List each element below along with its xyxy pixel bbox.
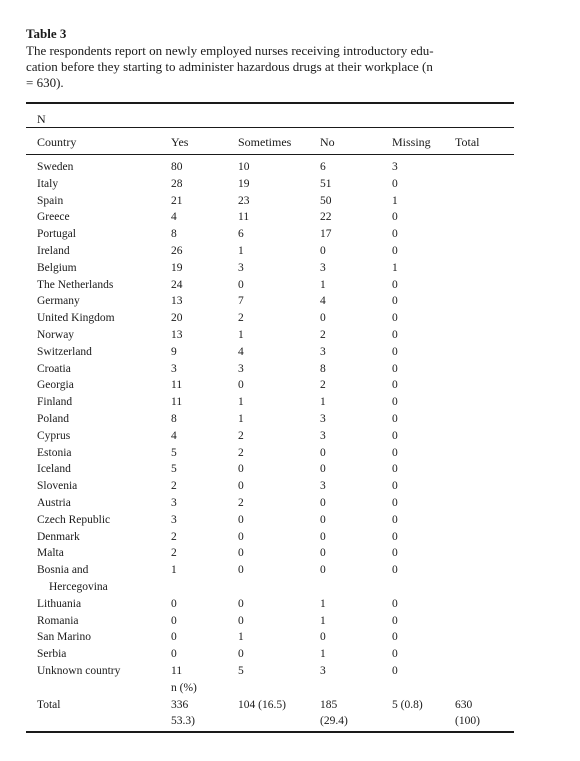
cell-yes: 8 <box>171 413 177 425</box>
cell-no: 6 <box>320 161 326 173</box>
cell-yes: 5 <box>171 446 177 459</box>
cell-missing: 1 <box>392 194 398 207</box>
cell-country: Czech Republic <box>37 513 111 526</box>
cell-no: 3 <box>320 480 326 493</box>
cell-no: 22 <box>320 211 332 224</box>
cell-country: Denmark <box>37 530 80 543</box>
cell-yes: 9 <box>171 345 177 358</box>
cell-yes: 1 <box>171 564 177 577</box>
cell-sometimes: 2 <box>238 497 244 509</box>
cell-missing: 0 <box>392 631 398 644</box>
cell-no: 2 <box>320 379 326 392</box>
cell-yes: 13 <box>171 295 183 308</box>
cell-sometimes: 0 <box>238 480 244 493</box>
cell-country: Greece <box>37 211 70 224</box>
cell-sometimes: 0 <box>238 547 244 560</box>
cell-missing: 1 <box>392 261 398 274</box>
cell-sometimes: 10 <box>238 161 250 173</box>
cell-missing: 0 <box>392 530 398 543</box>
cell-yes: 5 <box>171 463 177 476</box>
n-label: N <box>37 112 46 126</box>
cell-yes: 3 <box>171 362 177 375</box>
cell-country: Norway <box>37 329 75 341</box>
cell-country: Romania <box>37 614 79 627</box>
cell-yes: 2 <box>171 530 177 543</box>
cell-sometimes: 19 <box>238 177 250 190</box>
cell-no: 8 <box>320 362 326 375</box>
cell-missing: 0 <box>392 245 398 257</box>
header-sometimes: Sometimes <box>238 135 292 149</box>
cell-sometimes: 0 <box>238 564 244 577</box>
total-total: 630 <box>455 698 473 711</box>
cell-missing: 0 <box>392 513 398 526</box>
cell-no: 0 <box>320 312 326 325</box>
cell-country: Sweden <box>37 161 74 173</box>
cell-missing: 0 <box>392 429 398 442</box>
cell-yes: 3 <box>171 513 177 526</box>
cell-country: Italy <box>37 177 59 190</box>
total-sometimes: 104 (16.5) <box>238 698 286 711</box>
cell-no: 0 <box>320 497 326 509</box>
cell-sometimes: 11 <box>238 211 250 224</box>
cell-yes: 11 <box>171 379 183 392</box>
cell-no: 1 <box>320 278 326 291</box>
cell-yes: 26 <box>171 245 183 257</box>
cell-missing: 0 <box>392 665 398 677</box>
cell-sometimes: 0 <box>238 513 244 526</box>
cell-country: Malta <box>37 547 64 560</box>
cell-yes: 13 <box>171 329 183 341</box>
header-bottom-rule <box>26 154 514 155</box>
cell-no: 3 <box>320 429 326 442</box>
cell-missing: 0 <box>392 614 398 627</box>
cell-no: 0 <box>320 547 326 560</box>
header-missing: Missing <box>392 135 431 149</box>
cell-country: Slovenia <box>37 480 78 493</box>
cell-sometimes: 4 <box>238 345 244 358</box>
cell-no: 1 <box>320 648 326 661</box>
cell-no: 2 <box>320 329 326 341</box>
cell-missing: 0 <box>392 345 398 358</box>
cell-no: 1 <box>320 396 326 409</box>
cell-yes: 4 <box>171 429 177 442</box>
cell-country: Bosnia and <box>37 564 89 577</box>
cell-missing: 0 <box>392 228 398 241</box>
cell-sometimes: 3 <box>238 261 244 274</box>
cell-sometimes: 1 <box>238 413 244 425</box>
cell-no: 50 <box>320 194 332 207</box>
cell-yes: 24 <box>171 278 183 291</box>
total-missing: 5 (0.8) <box>392 698 423 711</box>
cell-country: Portugal <box>37 228 76 241</box>
cell-missing: 0 <box>392 329 398 341</box>
cell-yes: 21 <box>171 194 183 207</box>
cell-missing: 0 <box>392 295 398 308</box>
cell-yes: 80 <box>171 161 183 173</box>
cell-no: 0 <box>320 564 326 577</box>
cell-sometimes: 1 <box>238 396 244 409</box>
table-label: Table 3 <box>26 26 67 41</box>
cell-missing: 0 <box>392 597 398 610</box>
cell-no: 17 <box>320 228 332 241</box>
cell-country: Serbia <box>37 648 67 661</box>
cell-no: 3 <box>320 413 326 425</box>
cell-missing: 0 <box>392 497 398 509</box>
cell-country: Finland <box>37 396 73 409</box>
cell-yes: 4 <box>171 211 177 224</box>
cell-sometimes: 3 <box>238 362 244 375</box>
cell-yes: 20 <box>171 312 183 325</box>
cell-no: 0 <box>320 631 326 644</box>
cell-country: Switzerland <box>37 345 92 358</box>
cell-sometimes: 7 <box>238 295 244 308</box>
cell-sometimes: 5 <box>238 665 244 677</box>
cell-missing: 0 <box>392 379 398 392</box>
caption-text <box>26 43 526 91</box>
cell-country: Georgia <box>37 379 74 392</box>
cell-yes: 11 <box>171 396 183 409</box>
cell-missing: 0 <box>392 312 398 325</box>
cell-country: Lithuania <box>37 597 82 610</box>
cell-sometimes: 2 <box>238 446 244 459</box>
cell-yes: 28 <box>171 177 183 190</box>
header-no: No <box>320 135 335 149</box>
cell-no: 0 <box>320 245 326 257</box>
header-yes: Yes <box>171 135 189 149</box>
cell-yes: 11 <box>171 665 183 677</box>
cell-yes: 3 <box>171 497 177 509</box>
cell-no: 3 <box>320 345 326 358</box>
cell-country: Austria <box>37 497 71 509</box>
cell-no: 3 <box>320 665 326 677</box>
cell-yes: 0 <box>171 597 177 610</box>
cell-sometimes: 1 <box>238 329 244 341</box>
cell-sometimes: 0 <box>238 463 244 476</box>
cell-missing: 0 <box>392 480 398 493</box>
cell-missing: 0 <box>392 396 398 409</box>
cell-missing: 0 <box>392 211 398 224</box>
caption-line: = 630). <box>26 75 64 90</box>
cell-sometimes: 0 <box>238 597 244 610</box>
cell-sometimes: 23 <box>238 194 250 207</box>
n-percent-label: n (%) <box>171 681 197 694</box>
cell-sometimes: 0 <box>238 379 244 392</box>
cell-no: 1 <box>320 597 326 610</box>
cell-sometimes: 6 <box>238 228 244 241</box>
cell-missing: 0 <box>392 547 398 560</box>
cell-country: Spain <box>37 194 64 207</box>
caption-line: cation before they starting to administer hazardous drugs at their workplace (n <box>26 59 433 74</box>
cell-no: 0 <box>320 530 326 543</box>
header-top-rule <box>26 127 514 128</box>
table-caption <box>26 26 526 91</box>
top-rule <box>26 102 514 104</box>
cell-no: 51 <box>320 177 332 190</box>
cell-no: 4 <box>320 295 326 308</box>
cell-country: San Marino <box>37 631 91 644</box>
cell-no: 0 <box>320 513 326 526</box>
bottom-rule <box>26 731 514 733</box>
cell-missing: 0 <box>392 177 398 190</box>
total-yes: 53.3) <box>171 715 195 728</box>
cell-missing: 3 <box>392 161 398 173</box>
total-yes: 336 <box>171 698 189 711</box>
cell-missing: 0 <box>392 648 398 661</box>
cell-missing: 0 <box>392 463 398 476</box>
cell-yes: 0 <box>171 648 177 661</box>
cell-country: Iceland <box>37 463 71 476</box>
cell-country: Poland <box>37 413 69 425</box>
total-no: 185 <box>320 698 338 711</box>
cell-missing: 0 <box>392 446 398 459</box>
cell-sometimes: 0 <box>238 530 244 543</box>
cell-sometimes: 0 <box>238 614 244 627</box>
cell-yes: 2 <box>171 547 177 560</box>
cell-no: 0 <box>320 446 326 459</box>
header-country: Country <box>37 135 77 149</box>
cell-sometimes: 1 <box>238 631 244 644</box>
cell-missing: 0 <box>392 362 398 375</box>
cell-yes: 2 <box>171 480 177 493</box>
cell-sometimes: 0 <box>238 648 244 661</box>
cell-sometimes: 0 <box>238 278 244 291</box>
cell-country: Croatia <box>37 362 71 375</box>
cell-country: Unknown country <box>37 665 121 677</box>
cell-country: Estonia <box>37 446 72 459</box>
cell-country: Germany <box>37 295 80 308</box>
cell-country: The Netherlands <box>37 278 114 291</box>
cell-yes: 0 <box>171 631 177 644</box>
cell-missing: 0 <box>392 564 398 577</box>
total-no: (29.4) <box>320 715 348 728</box>
cell-no: 3 <box>320 261 326 274</box>
cell-no: 0 <box>320 463 326 476</box>
cell-yes: 8 <box>171 228 177 241</box>
cell-yes: 0 <box>171 614 177 627</box>
cell-country: United Kingdom <box>37 312 115 325</box>
cell-sometimes: 2 <box>238 312 244 325</box>
total-total: (100) <box>455 715 480 728</box>
cell-yes: 19 <box>171 261 183 274</box>
cell-country: Cyprus <box>37 429 71 442</box>
cell-country: Belgium <box>37 261 77 274</box>
cell-missing: 0 <box>392 278 398 291</box>
cell-missing: 0 <box>392 413 398 425</box>
cell-country-continued: Hercegovina <box>49 581 108 593</box>
total-label: Total <box>37 698 61 711</box>
cell-country: Ireland <box>37 245 70 257</box>
cell-sometimes: 1 <box>238 245 244 257</box>
cell-no: 1 <box>320 614 326 627</box>
header-total: Total <box>455 135 480 149</box>
cell-sometimes: 2 <box>238 429 244 442</box>
caption-line: The respondents report on newly employed nurses receiving introductory edu- <box>26 43 434 58</box>
